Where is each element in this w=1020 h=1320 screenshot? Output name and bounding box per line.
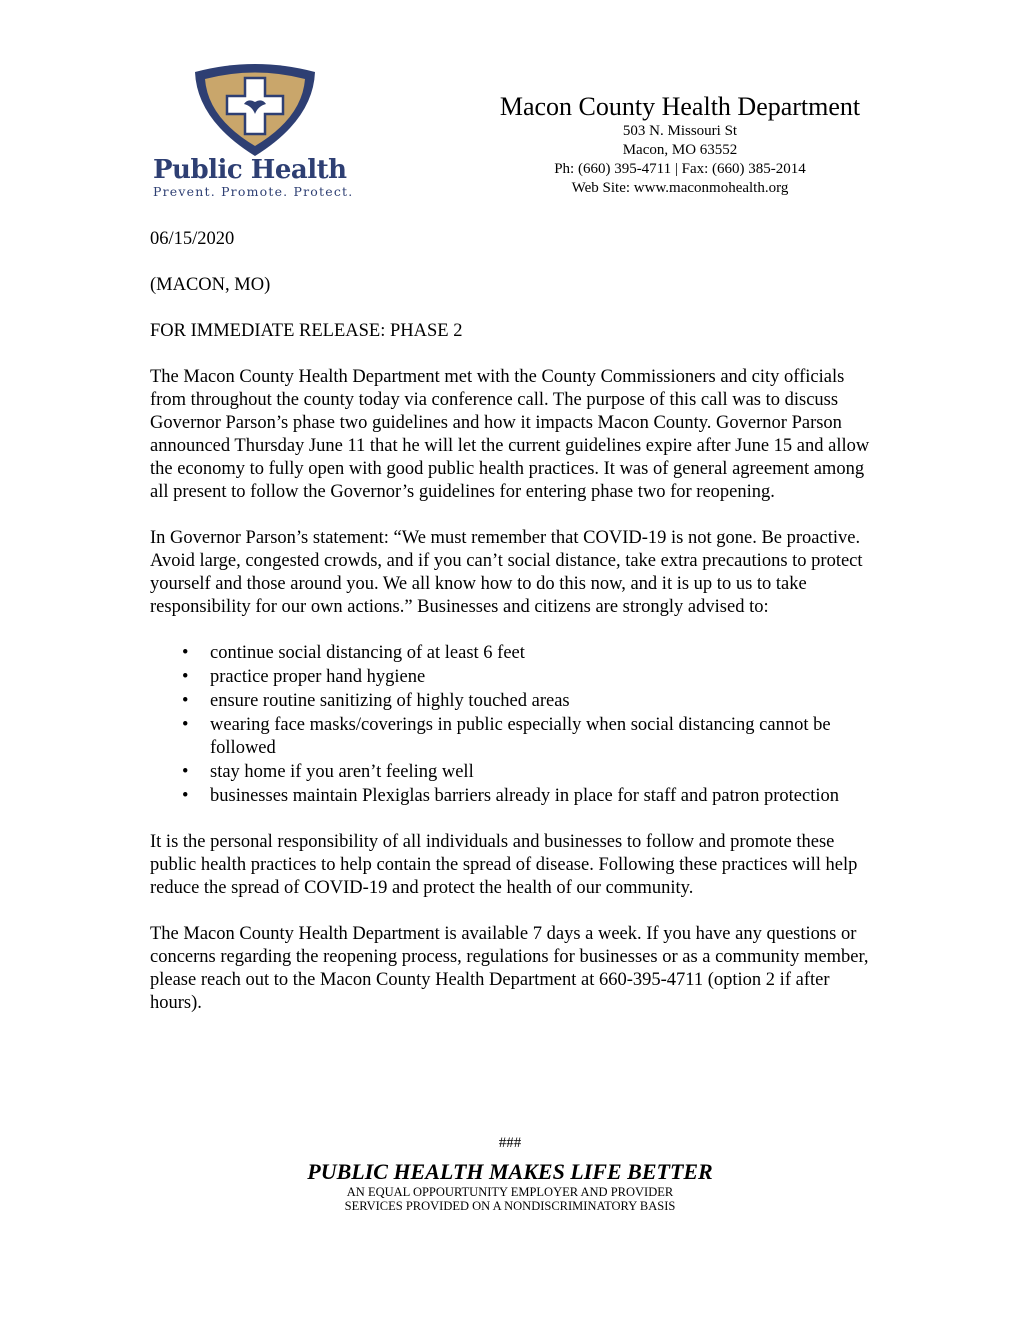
- nondiscrimination-line: SERVICES PROVIDED ON A NONDISCRIMINATORY BASIS: [344, 1199, 676, 1213]
- bullet-icon: •: [182, 667, 189, 687]
- list-item-text: businesses maintain Plexiglas barriers already in place for staff and patron protection: [210, 786, 839, 806]
- list-item: [150, 785, 870, 808]
- guidelines-list: [150, 642, 870, 808]
- end-marker: ###: [498, 1135, 522, 1151]
- paragraph-governor-statement: In Governor Parson’s statement: “We must remember that COVID-19 is not gone. Be proactive. Avoid large, congested crowds, and if you can’t social distance, take extra precautions to protect yourself and those around you. We all know how to do this now, and it is up to us to take responsibility for our own actions.” Businesses and citizens are strongly advised to:: [150, 528, 863, 617]
- paragraph-responsibility: It is the personal responsibility of all individuals and businesses to follow and promote these public health practices to help contain the spread of disease. Following these practices will help reduce the spread of COVID-19 and protect the health of our community.: [150, 832, 858, 898]
- list-item-text: wearing face masks/coverings in public especially when social distancing cannot be followed: [210, 715, 831, 758]
- release-date: 06/15/2020: [150, 229, 235, 249]
- bullet-icon: •: [182, 786, 189, 806]
- list-item: [150, 714, 870, 760]
- list-item-text: continue social distancing of at least 6 feet: [210, 643, 525, 663]
- letter-body: [150, 228, 870, 1038]
- bullet-icon: •: [182, 762, 189, 782]
- website: Web Site: www.maconmohealth.org: [571, 180, 789, 196]
- logo-tagline: Prevent. Promote. Protect.: [153, 184, 354, 199]
- list-item-text: practice proper hand hygiene: [210, 667, 426, 687]
- address-line-2: Macon, MO 63552: [622, 142, 738, 158]
- list-item: [150, 761, 870, 784]
- bullet-icon: •: [182, 643, 189, 663]
- letterhead: [470, 92, 890, 198]
- bullet-icon: •: [182, 691, 189, 711]
- phone-fax: Ph: (660) 395-4711 | Fax: (660) 385-2014: [554, 161, 806, 177]
- address-line-1: 503 N. Missouri St: [622, 123, 738, 139]
- footer: [150, 1133, 870, 1213]
- list-item: [150, 690, 870, 713]
- bullet-icon: •: [182, 715, 189, 735]
- logo-wordmark: Public Health: [153, 155, 347, 185]
- equal-opportunity-line: AN EQUAL OPPOURTUNITY EMPLOYER AND PROVIDER: [346, 1185, 674, 1199]
- release-location: (MACON, MO): [150, 275, 271, 295]
- public-health-logo: [150, 62, 360, 202]
- slogan: PUBLIC HEALTH MAKES LIFE BETTER: [307, 1159, 713, 1184]
- shield-cross-icon: [190, 62, 320, 158]
- release-heading: FOR IMMEDIATE RELEASE: PHASE 2: [150, 321, 463, 341]
- paragraph-meeting: The Macon County Health Department met with the County Commissioners and city officials from throughout the county today via conference call. The purpose of this call was to discuss Governor Parson’s phase two guidelines and how it impacts Macon County. Governor Parson announced Thursday June 11 that he will let the current guidelines expire after June 15 and allow the economy to fully open with good public health practices. It was of general agreement among all present to follow the Governor’s guidelines for entering phase two for reopening.: [150, 367, 870, 502]
- list-item-text: stay home if you aren’t feeling well: [210, 762, 474, 782]
- paragraph-contact: The Macon County Health Department is available 7 days a week. If you have any questions or concerns regarding the reopening process, regulations for businesses or as a community member, please reach out to the Macon County Health Department at 660-395-4711 (option 2 if after hours).: [150, 924, 869, 1013]
- department-name: Macon County Health Department: [499, 92, 861, 121]
- list-item: [150, 666, 870, 689]
- list-item-text: ensure routine sanitizing of highly touched areas: [210, 691, 570, 711]
- list-item: [150, 642, 870, 665]
